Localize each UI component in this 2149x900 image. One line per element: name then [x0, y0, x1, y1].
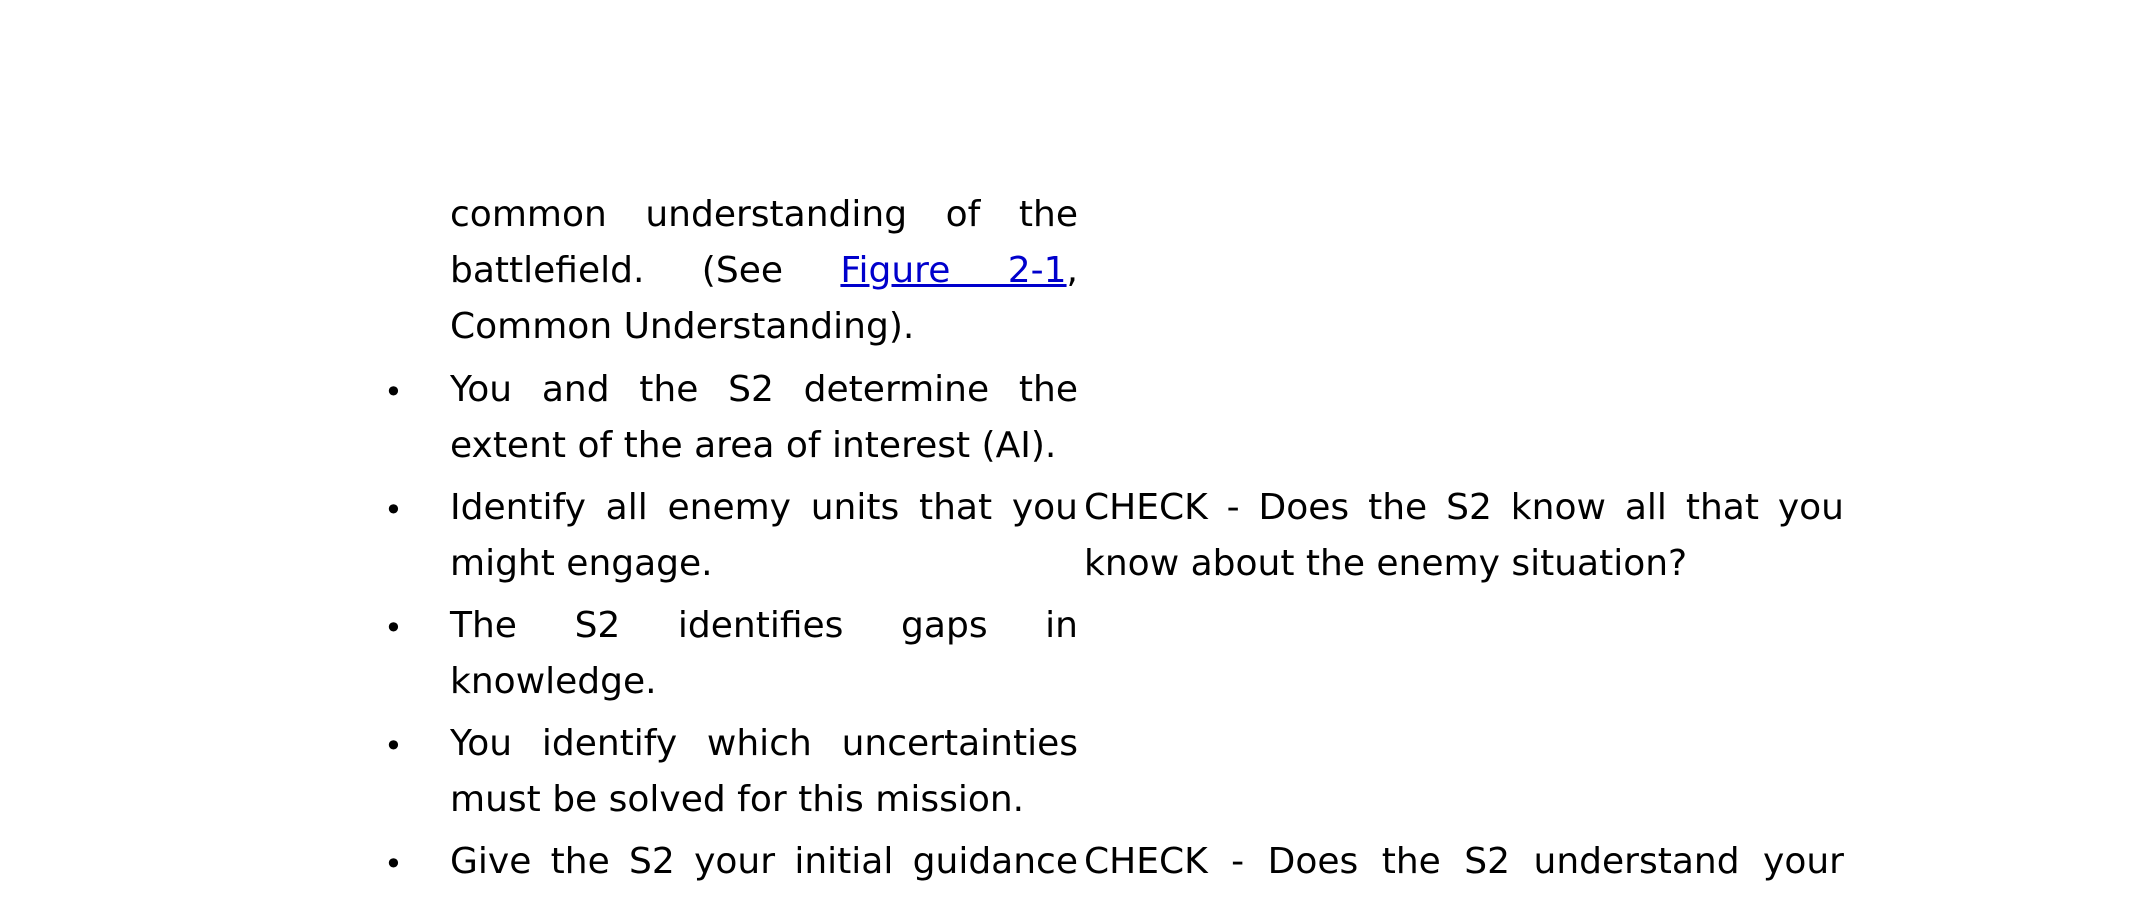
check-text: know about the enemy situation?: [1084, 543, 1688, 584]
list-item: [450, 654, 1078, 710]
paragraph-text: battlefield. (See: [450, 250, 784, 291]
list-item-text: The S2 identifies gaps in: [450, 605, 1078, 646]
list-item: [450, 536, 1078, 592]
list-item: [450, 480, 1078, 536]
list-item-text: You identify which uncertainties: [450, 723, 1078, 764]
check-text: CHECK - Does the S2 understand your: [1084, 841, 1844, 882]
paragraph-text: Common Understanding).: [450, 306, 915, 347]
check-note: [1084, 834, 1844, 890]
paragraph-text: common understanding of the: [450, 194, 1078, 235]
paragraph-line: [450, 187, 1078, 243]
list-item: [450, 598, 1078, 654]
list-item-text: might engage.: [450, 543, 713, 584]
figure-link[interactable]: Figure 2-1: [840, 250, 1067, 291]
check-note: [1084, 536, 1844, 592]
list-item: [450, 716, 1078, 772]
list-item-text: must be solved for this mission.: [450, 779, 1025, 820]
bullet-icon: •: [384, 491, 403, 529]
bullet-icon: •: [384, 845, 403, 883]
list-item-text: extent of the area of interest (AI).: [450, 425, 1057, 466]
check-text: CHECK - Does the S2 know all that you: [1084, 487, 1844, 528]
paragraph-text: ,: [1066, 250, 1078, 291]
check-note: [1084, 480, 1844, 536]
list-item-text: Identify all enemy units that you: [450, 487, 1078, 528]
paragraph-line: [450, 299, 1078, 355]
list-item: [450, 834, 1078, 890]
list-item-text: Give the S2 your initial guidance: [450, 841, 1078, 882]
list-item-text: knowledge.: [450, 661, 657, 702]
bullet-icon: •: [384, 609, 403, 647]
bullet-icon: •: [384, 727, 403, 765]
list-item: [450, 772, 1078, 828]
list-item-text: You and the S2 determine the: [450, 369, 1078, 410]
list-item: [450, 362, 1078, 418]
list-item: [450, 418, 1078, 474]
paragraph-line: [450, 243, 1078, 299]
bullet-icon: •: [384, 373, 403, 411]
